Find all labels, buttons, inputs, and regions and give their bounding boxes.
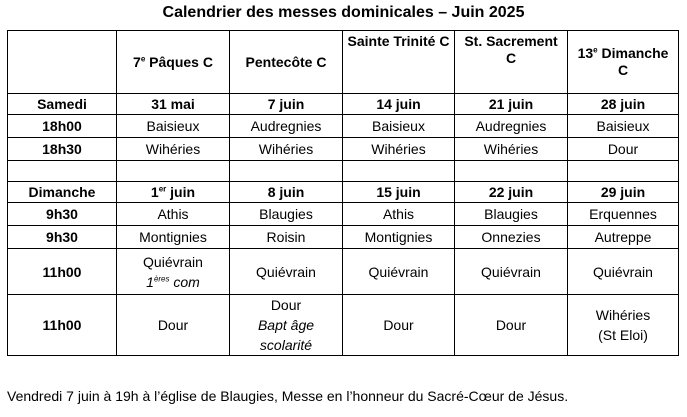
first-communion-note: 1ères com <box>146 273 200 290</box>
location-cell: Quiévrain <box>343 249 455 295</box>
table-row <box>8 295 679 356</box>
saturday-date-row <box>8 94 679 115</box>
location-cell: Quiévrain <box>455 249 568 295</box>
location-cell: Baisieux <box>343 115 455 138</box>
date-cell: 22 juin <box>455 182 568 203</box>
corner-cell <box>8 31 117 94</box>
location-cell: Wihéries (St Eloi) <box>568 295 679 356</box>
location-cell: Audregnies <box>455 115 568 138</box>
st-eloi-note: (St Eloi) <box>598 327 648 343</box>
location-cell: Athis <box>343 203 455 226</box>
baptism-note-line2: scolarité <box>259 337 313 353</box>
location-cell: Blaugies <box>230 203 343 226</box>
footer-note: Vendredi 7 juin à 19h à l’église de Blaugies, Messe en l’honneur du Sacré-Cœur de Jésus. <box>7 388 569 404</box>
date-cell: 7 juin <box>230 94 343 115</box>
date-cell: 15 juin <box>343 182 455 203</box>
location-cell: Quiévrain 1ères com <box>117 249 230 295</box>
location-cell: Montignies <box>343 226 455 249</box>
date-cell: 1er juin <box>117 182 230 203</box>
location-cell: Quiévrain <box>230 249 343 295</box>
time-cell: 11h00 <box>8 249 117 295</box>
header-row <box>8 31 679 94</box>
location-cell: Wihéries <box>230 138 343 161</box>
table-row <box>8 203 679 226</box>
location-cell: Blaugies <box>455 203 568 226</box>
date-cell: 29 juin <box>568 182 679 203</box>
location-cell: Baisieux <box>568 115 679 138</box>
column-header: Sainte Trinité C <box>343 31 455 94</box>
column-header: Pentecôte C <box>230 31 343 94</box>
page-title: Calendrier des messes dominicales – Juin 2025 <box>162 4 525 21</box>
location-cell: Wihéries <box>117 138 230 161</box>
location-cell: Audregnies <box>230 115 343 138</box>
location-cell: Erquennes <box>568 203 679 226</box>
location-cell: Wihéries <box>343 138 455 161</box>
day-label: Dimanche <box>8 182 117 203</box>
location-cell: Onnezies <box>455 226 568 249</box>
sunday-date-row <box>8 182 679 203</box>
date-cell: 21 juin <box>455 94 568 115</box>
mass-schedule-table <box>7 30 679 356</box>
spacer-row <box>8 161 679 182</box>
location-cell: Baisieux <box>117 115 230 138</box>
date-cell: 31 mai <box>117 94 230 115</box>
table-row <box>8 249 679 295</box>
location-cell: Montignies <box>117 226 230 249</box>
baptism-note: Bapt âge <box>257 317 315 333</box>
location-cell: Roisin <box>230 226 343 249</box>
location-cell: Dour <box>117 295 230 356</box>
location-cell: Athis <box>117 203 230 226</box>
location-cell: Dour Bapt âge scolarité <box>230 295 343 356</box>
column-header: 13e Dimanche C <box>568 31 679 94</box>
table-row <box>8 115 679 138</box>
location-cell: Autreppe <box>568 226 679 249</box>
location-cell: Dour <box>568 138 679 161</box>
location-cell: Dour <box>343 295 455 356</box>
location-cell: Dour <box>455 295 568 356</box>
day-label: Samedi <box>8 94 117 115</box>
column-header: 7e Pâques C <box>117 31 230 94</box>
date-cell: 28 juin <box>568 94 679 115</box>
time-cell: 11h00 <box>8 295 117 356</box>
time-cell: 9h30 <box>8 203 117 226</box>
location-cell: Quiévrain <box>568 249 679 295</box>
time-cell: 18h00 <box>8 115 117 138</box>
column-header: St. Sacrement C <box>455 31 568 94</box>
date-cell: 14 juin <box>343 94 455 115</box>
table-row <box>8 226 679 249</box>
date-cell: 8 juin <box>230 182 343 203</box>
time-cell: 9h30 <box>8 226 117 249</box>
table-row <box>8 138 679 161</box>
location-cell: Wihéries <box>455 138 568 161</box>
time-cell: 18h30 <box>8 138 117 161</box>
